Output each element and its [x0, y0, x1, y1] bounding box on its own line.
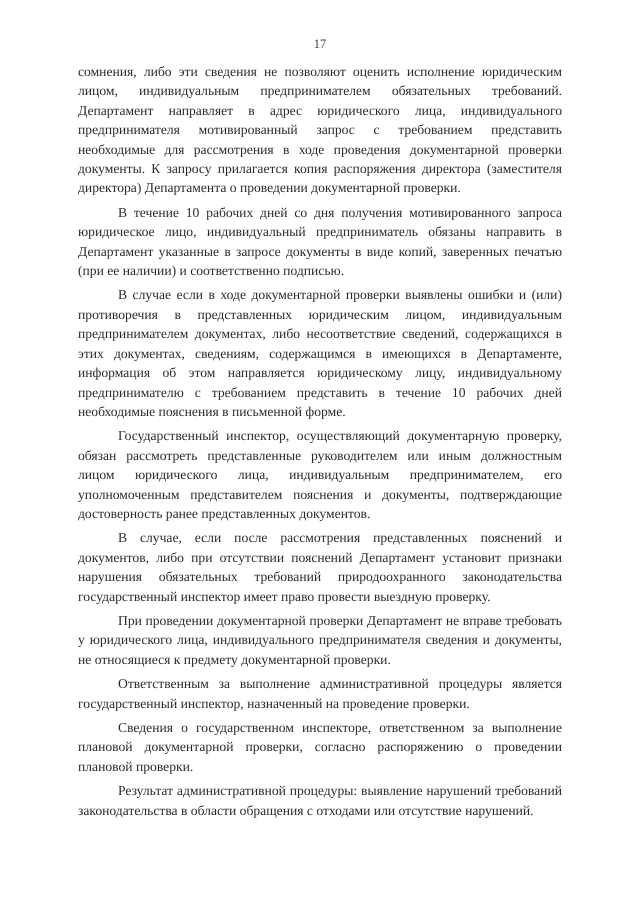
paragraph-5: В случае, если после рассмотрения представленных пояснений и документов, либо при отсутствии пояснений Департамент установит признаки нарушения обязательных требований природоохранного законодательства государственный инспектор имеет право провести выездную проверку.: [78, 530, 562, 604]
paragraph-2: В течение 10 рабочих дней со дня получения мотивированного запроса юридическое лицо, индивидуальный предприниматель обязаны направить в Департамент указанные в запросе документы в виде копий, заверенных печатью (при ее наличии) и соответственно подписью.: [78, 204, 562, 279]
paragraph-7: Ответственным за выполнение административной процедуры является государственный инспектор, назначенный на проведение проверки.: [78, 676, 562, 711]
paragraph-1: сомнения, либо эти сведения не позволяют оценить исполнение юридическим лицом, индивидуальным предпринимателем обязательных требований. Департамент направляет в адрес юридического лица, индивидуального предпринимателя мотивированный запрос с требованием представить необходимые для рассмотрения в ходе проведения документарной проверки документы. К запросу прилагается копия распоряжения директора (заместителя директора) Департамента о проведении документарной проверки.: [78, 64, 562, 196]
page-number: 17: [313, 37, 327, 51]
paragraph-3: В случае если в ходе документарной проверки выявлены ошибки и (или) противоречия в представленных юридическим лицом, индивидуальным предпринимателем документах, либо несоответствие сведений, содержащихся в этих документах, сведениям, содержащимся в имеющихся в Департаменте, информация об этом направляется юридическому лицу, индивидуальному предпринимателю с требованием представить в течение 10 рабочих дней необходимые пояснения в письменной форме.: [78, 287, 562, 419]
paragraph-8: Сведения о государственном инспекторе, ответственном за выполнение плановой документарной проверки, согласно распоряжению о проведении плановой проверки.: [78, 720, 562, 774]
paragraph-9: Результат административной процедуры: выявление нарушений требований законодательства в области обращения с отходами или отсутствие нарушений.: [78, 783, 562, 818]
paragraph-6: При проведении документарной проверки Департамент не вправе требовать у юридического лица, индивидуального предпринимателя сведения и документы, не относящиеся к предмету документарной проверки.: [78, 612, 562, 667]
paragraph-4: Государственный инспектор, осуществляющий документарную проверку, обязан рассмотреть представленные руководителем или иным должностным лицом юридического лица, индивидуальным предпринимателем, его уполномоченным представителем пояснения и документы, подтверждающие достоверность ранее представленных документов.: [78, 428, 562, 521]
document-body: [78, 62, 562, 820]
